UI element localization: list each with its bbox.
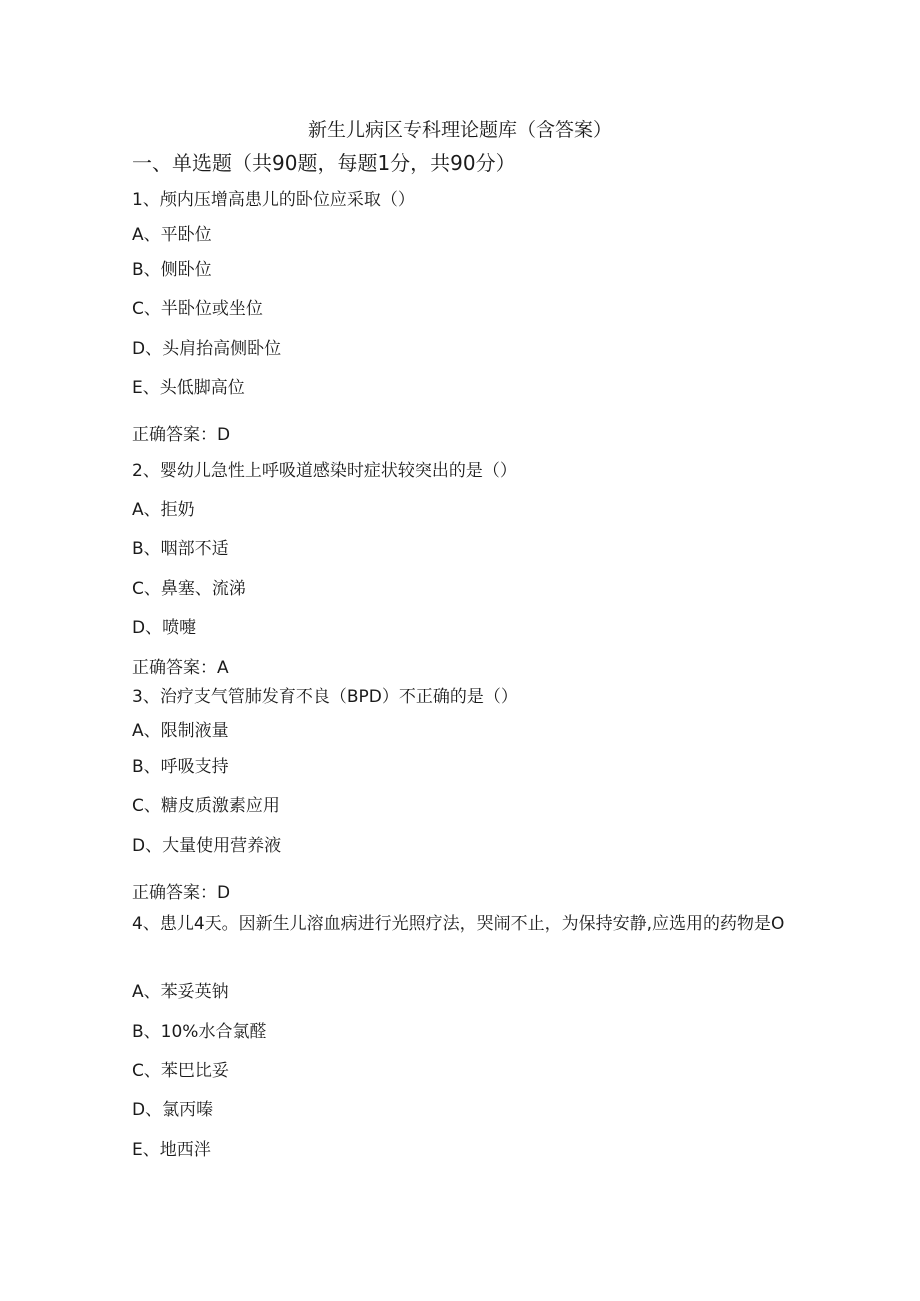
correct-answer: 正确答案：D [132,425,231,445]
option-a: A、拒奶 [132,500,195,520]
option-c: C、鼻塞、流涕 [132,579,246,599]
document-title: 新生儿病区专科理论题库（含答案） [307,119,612,141]
option-d: D、喷嚏 [132,618,197,638]
question-stem: 1、颅内压增高患儿的卧位应采取（） [132,190,415,210]
option-d: D、头肩抬高侧卧位 [132,339,282,359]
option-e: E、地西泮 [132,1140,211,1160]
option-b: B、10%水合氯醛 [132,1022,267,1042]
option-a: A、平卧位 [132,225,212,245]
question-stem: 2、婴幼儿急性上呼吸道感染时症状较突出的是（） [132,461,517,481]
option-d: D、大量使用营养液 [132,836,282,856]
option-d: D、氯丙嗪 [132,1100,214,1120]
option-c: C、半卧位或坐位 [132,299,263,319]
option-a: A、限制液量 [132,721,229,741]
correct-answer: 正确答案：A [132,658,229,678]
option-b: B、侧卧位 [132,260,212,280]
option-b: B、呼吸支持 [132,757,229,777]
option-e: E、头低脚高位 [132,378,245,398]
option-a: A、苯妥英钠 [132,982,229,1002]
option-c: C、苯巴比妥 [132,1061,229,1081]
option-b: B、咽部不适 [132,539,229,559]
correct-answer: 正确答案：D [132,883,231,903]
question-stem: 3、治疗支气管肺发育不良（BPD）不正确的是（） [132,687,518,707]
section-heading: 一、单选题（共90题，每题1分，共90分） [132,151,516,175]
question-stem: 4、患儿4天。因新生儿溶血病进行光照疗法，哭闹不止，为保持安静,应选用的药物是O [132,914,785,934]
option-c: C、糖皮质激素应用 [132,796,280,816]
